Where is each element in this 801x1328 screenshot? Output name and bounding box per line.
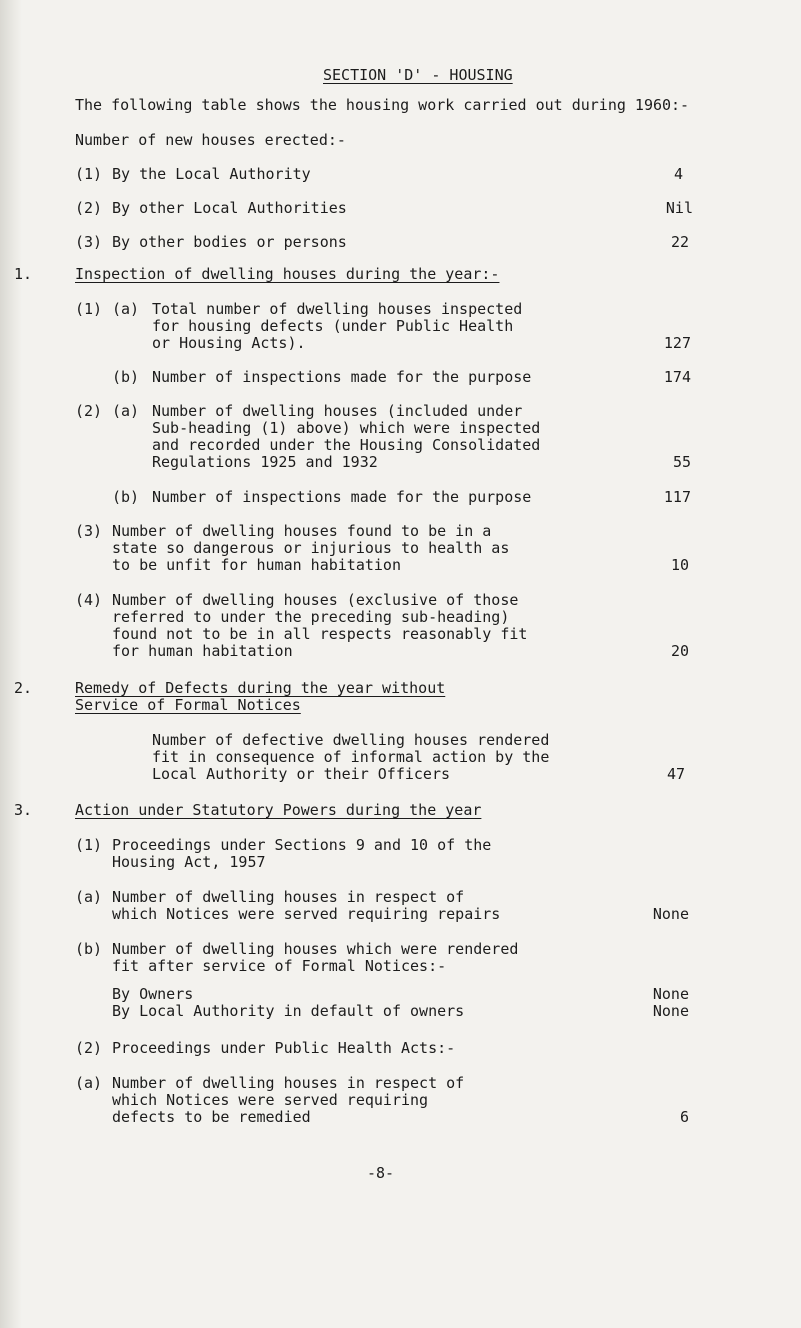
item-sublabel: (a) <box>75 888 103 906</box>
item-text: Proceedings under Public Health Acts:- <box>112 1039 456 1057</box>
item-sublabel: (b) <box>112 488 140 506</box>
intro-text: The following table shows the housing work carried out during 1960:- <box>75 96 690 114</box>
item-text-line: and recorded under the Housing Consolidated <box>152 436 541 454</box>
item-text-line: for housing defects (under Public Health <box>152 317 514 335</box>
item-sublabel: (a) <box>112 300 140 318</box>
item-label: (1) <box>75 836 103 854</box>
section-number: 1. <box>14 265 33 283</box>
item-value: 47 <box>666 765 685 783</box>
item-text: Number of inspections made for the purpose <box>152 368 532 386</box>
section-heading: Inspection of dwelling houses during the year:- <box>75 265 500 283</box>
item-value: 10 <box>670 556 689 574</box>
item-text: By Owners <box>112 985 194 1003</box>
item-text-line: Total number of dwelling houses inspected <box>152 300 523 318</box>
item-sublabel: (a) <box>75 1074 103 1092</box>
item-label: (3) <box>75 233 103 251</box>
item-sublabel: (b) <box>75 940 103 958</box>
section-heading-line: Service of Formal Notices <box>75 696 301 714</box>
section-number: 2. <box>14 679 33 697</box>
item-text-line: Regulations 1925 and 1932 <box>152 453 378 471</box>
item-text-line: Number of dwelling houses found to be in a <box>112 522 492 540</box>
item-text: Number of inspections made for the purpose <box>152 488 532 506</box>
item-label: (1) <box>75 165 103 183</box>
item-text-line: Number of dwelling houses (included under <box>152 402 523 420</box>
item-text-line: defects to be remedied <box>112 1108 311 1126</box>
item-text-line: Number of defective dwelling houses rendered <box>152 731 550 749</box>
item-value: 55 <box>672 453 691 471</box>
item-value: 4 <box>673 165 683 183</box>
item-value: None <box>652 985 689 1003</box>
item-text-line: Number of dwelling houses in respect of <box>112 1074 465 1092</box>
item-value: 20 <box>670 642 689 660</box>
item-text-line: found not to be in all respects reasonably fit <box>112 625 528 643</box>
item-text-line: Local Authority or their Officers <box>152 765 451 783</box>
item-text: By other bodies or persons <box>112 233 347 251</box>
item-label: (3) <box>75 522 103 540</box>
item-text-line: referred to under the preceding sub-heading) <box>112 608 510 626</box>
item-value: Nil <box>665 199 693 217</box>
item-text: By other Local Authorities <box>112 199 347 217</box>
item-text-line: to be unfit for human habitation <box>112 556 401 574</box>
item-text-line: fit after service of Formal Notices:- <box>112 957 447 975</box>
section-title: SECTION 'D' - HOUSING <box>323 66 513 84</box>
item-text-line: or Housing Acts). <box>152 334 306 352</box>
new-houses-label: Number of new houses erected:- <box>75 131 346 149</box>
page-number: -8- <box>367 1164 395 1182</box>
item-value: None <box>652 905 689 923</box>
item-text-line: Proceedings under Sections 9 and 10 of the <box>112 836 492 854</box>
item-value: 22 <box>670 233 689 251</box>
item-value: 6 <box>679 1108 689 1126</box>
section-heading-line: Remedy of Defects during the year without <box>75 679 446 697</box>
item-text-line: Housing Act, 1957 <box>112 853 266 871</box>
item-text-line: which Notices were served requiring <box>112 1091 429 1109</box>
item-text-line: Number of dwelling houses (exclusive of those <box>112 591 519 609</box>
item-text: By the Local Authority <box>112 165 311 183</box>
item-label: (4) <box>75 591 103 609</box>
page-edge-shadow <box>0 0 22 1328</box>
item-label: (2) <box>75 402 103 420</box>
item-label: (2) <box>75 1039 103 1057</box>
item-sublabel: (a) <box>112 402 140 420</box>
item-value: None <box>652 1002 689 1020</box>
item-value: 117 <box>663 488 691 506</box>
item-value: 174 <box>663 368 691 386</box>
section-heading: Action under Statutory Powers during the year <box>75 801 482 819</box>
item-text-line: which Notices were served requiring repairs <box>112 905 501 923</box>
item-text-line: Number of dwelling houses which were rendered <box>112 940 519 958</box>
item-text: By Local Authority in default of owners <box>112 1002 465 1020</box>
item-label: (1) <box>75 300 103 318</box>
section-number: 3. <box>14 801 33 819</box>
item-sublabel: (b) <box>112 368 140 386</box>
item-text-line: state so dangerous or injurious to health as <box>112 539 510 557</box>
item-label: (2) <box>75 199 103 217</box>
item-text-line: fit in consequence of informal action by the <box>152 748 550 766</box>
item-text-line: Number of dwelling houses in respect of <box>112 888 465 906</box>
item-text-line: for human habitation <box>112 642 293 660</box>
item-value: 127 <box>663 334 691 352</box>
item-text-line: Sub-heading (1) above) which were inspected <box>152 419 541 437</box>
